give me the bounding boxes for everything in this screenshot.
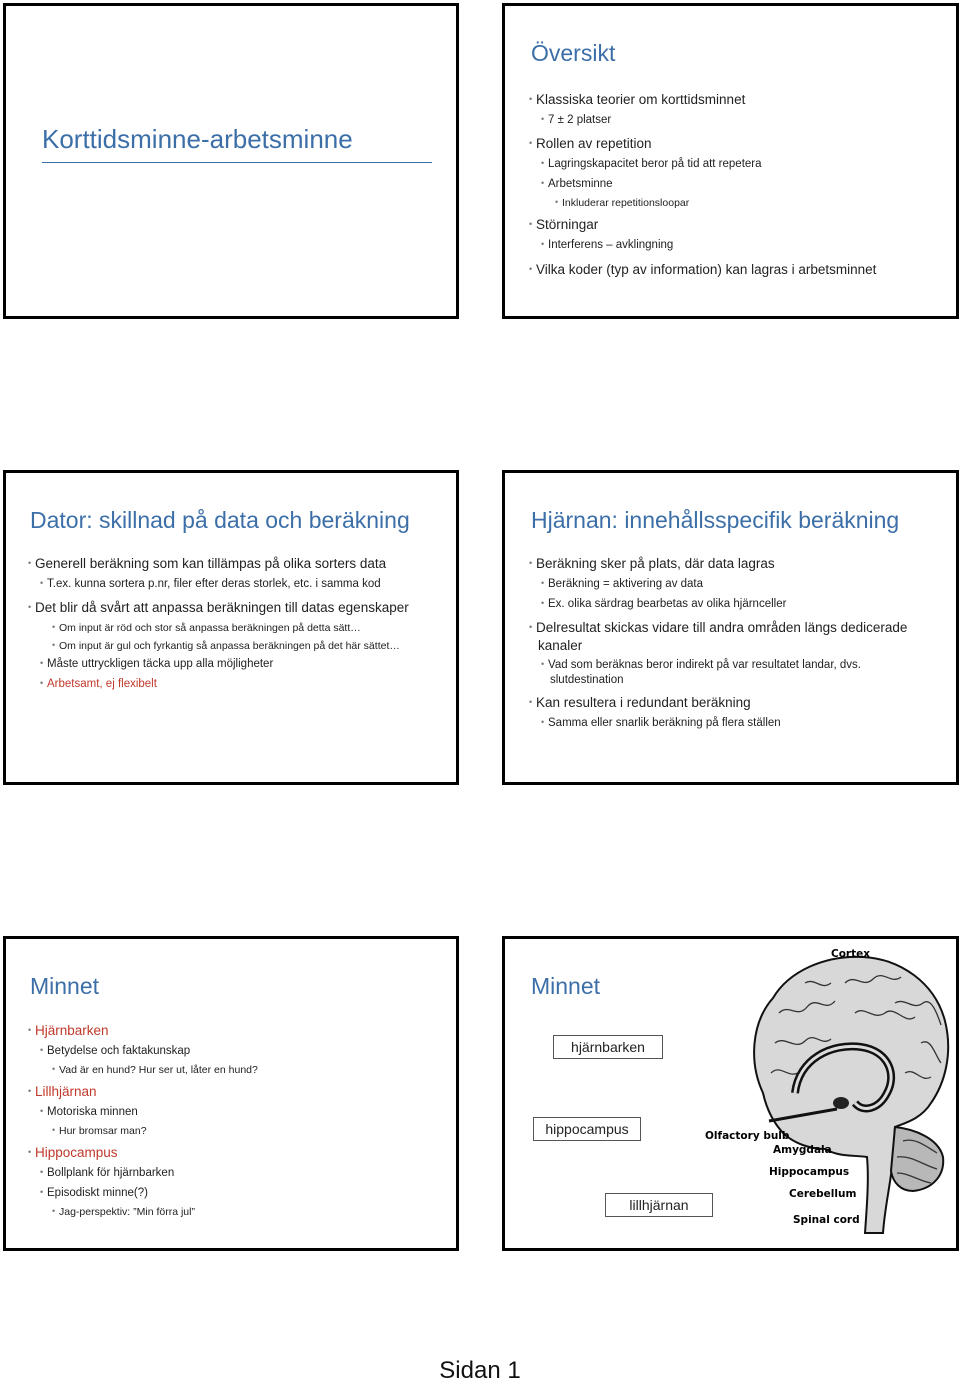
bullet-dot-icon: • — [541, 177, 545, 188]
slide-title: Minnet — [30, 973, 100, 999]
bullet: • Jag-perspektiv: ”Min förra jul” — [52, 1206, 195, 1218]
bullet-dot-icon: • — [529, 264, 533, 275]
bullet-dot-icon: • — [40, 1186, 44, 1197]
bullet: • Vad som beräknas beror indirekt på var resultatet landar, dvs. — [541, 658, 862, 671]
bullet: • Lillhjärnan — [28, 1084, 97, 1099]
bullet: • Rollen av repetition — [529, 136, 652, 151]
caption-spinal-cord: Spinal cord — [793, 1214, 860, 1226]
slide-title: Minnet — [531, 973, 601, 999]
bullet-dot-icon: • — [52, 1206, 56, 1217]
bullet-dot-icon: • — [529, 697, 533, 708]
caption-cerebellum: Cerebellum — [789, 1188, 857, 1200]
bullet: • Kan resultera i redundant beräkning — [529, 695, 751, 710]
bullet-dot-icon: • — [529, 558, 533, 569]
bullet: • Störningar — [529, 217, 599, 232]
slide-3 — [3, 470, 459, 785]
bullet-dot-icon: • — [52, 1064, 56, 1075]
bullet-dot-icon: • — [52, 1125, 56, 1136]
bullet: • Klassiska teorier om korttidsminnet — [529, 92, 746, 107]
bullet-dot-icon: • — [40, 1105, 44, 1116]
bullet: • T.ex. kunna sortera p.nr, filer efter deras storlek, etc. i samma kod — [40, 577, 381, 590]
bullet-dot-icon: • — [529, 94, 533, 105]
label-hippocampus: hippocampus — [533, 1117, 641, 1141]
bullet: • Interferens – avklingning — [541, 238, 674, 251]
bullet: • Betydelse och faktakunskap — [40, 1044, 191, 1057]
cerebellum-shape — [891, 1127, 943, 1191]
bullet-dot-icon: • — [529, 219, 533, 230]
slide-6 — [502, 936, 959, 1251]
bullet-dot-icon: • — [40, 677, 44, 688]
bullet-dot-icon: • — [52, 622, 56, 633]
bullet: • Generell beräkning som kan tillämpas på olika sorters data — [28, 556, 387, 571]
slide-title: Dator: skillnad på data och beräkning — [30, 507, 410, 533]
caption-hippocampus: Hippocampus — [769, 1166, 850, 1178]
bullet: • Beräkning sker på plats, där data lagras — [529, 556, 775, 571]
bullet-dot-icon: • — [541, 238, 545, 249]
bullet: • Om input är röd och stor så anpassa beräkningen på detta sätt… — [52, 622, 361, 634]
bullet-dot-icon: • — [541, 716, 545, 727]
bullet-dot-icon: • — [541, 658, 545, 669]
bullet-dot-icon: • — [541, 577, 545, 588]
slide-title: Korttidsminne-arbetsminne — [42, 124, 353, 154]
slide-5 — [3, 936, 459, 1251]
caption-olfactory-bulb: Olfactory bulb — [705, 1130, 790, 1142]
title-underline — [42, 162, 432, 163]
slide-title: Hjärnan: innehållsspecifik beräkning — [531, 507, 900, 533]
bullet-dot-icon: • — [52, 640, 56, 651]
bullet: • Bollplank för hjärnbarken — [40, 1166, 175, 1179]
label-lillhjarnan: lillhjärnan — [605, 1193, 713, 1217]
bullet: • 7 ± 2 platser — [541, 113, 612, 126]
bullet: • Hur bromsar man? — [52, 1125, 147, 1137]
bullet-continuation: kanaler — [538, 638, 583, 653]
bullet: • Hjärnbarken — [28, 1023, 109, 1038]
bullet: • Arbetsminne — [541, 177, 613, 190]
bullet-dot-icon: • — [555, 197, 559, 208]
bullet: • Episodiskt minne(?) — [40, 1186, 148, 1199]
slide-2 — [502, 3, 959, 319]
bullet-dot-icon: • — [541, 113, 545, 124]
bullet: • Lagringskapacitet beror på tid att repetera — [541, 157, 762, 170]
bullet-dot-icon: • — [541, 157, 545, 168]
bullet: • Om input är gul och fyrkantig så anpassa beräkningen på det här sättet… — [52, 640, 400, 652]
bullet-dot-icon: • — [40, 1044, 44, 1055]
amygdala-shape — [833, 1097, 849, 1109]
bullet-dot-icon: • — [28, 602, 32, 613]
bullet: • Motoriska minnen — [40, 1105, 138, 1118]
bullet: • Vad är en hund? Hur ser ut, låter en hund? — [52, 1064, 258, 1076]
bullet-dot-icon: • — [28, 1025, 32, 1036]
brain-illustration — [705, 943, 955, 1243]
bullet-continuation: slutdestination — [550, 674, 624, 686]
bullet: • Beräkning = aktivering av data — [541, 577, 704, 590]
caption-amygdala: Amygdala — [773, 1144, 832, 1156]
bullet: • Hippocampus — [28, 1145, 118, 1160]
bullet-dot-icon: • — [40, 1166, 44, 1177]
bullet-dot-icon: • — [28, 1086, 32, 1097]
bullet-dot-icon: • — [529, 138, 533, 149]
bullet-dot-icon: • — [40, 657, 44, 668]
bullet-dot-icon: • — [28, 558, 32, 569]
slide-1 — [3, 3, 459, 319]
bullet-dot-icon: • — [40, 577, 44, 588]
slide-4 — [502, 470, 959, 785]
bullet-dot-icon: • — [28, 1147, 32, 1158]
bullet-dot-icon: • — [541, 597, 545, 608]
bullet: • Delresultat skickas vidare till andra områden längs dedicerade — [529, 620, 908, 635]
label-hjarnbarken: hjärnbarken — [553, 1035, 663, 1059]
bullet: • Arbetsamt, ej flexibelt — [40, 677, 157, 690]
bullet: • Inkluderar repetitionsloopar — [555, 197, 690, 209]
bullet-dot-icon: • — [529, 622, 533, 633]
bullet: • Måste uttryckligen täcka upp alla möjligheter — [40, 657, 274, 670]
bullet: • Ex. olika särdrag bearbetas av olika hjärnceller — [541, 597, 787, 610]
caption-cortex: Cortex — [831, 948, 871, 960]
bullet: • Samma eller snarlik beräkning på flera ställen — [541, 716, 781, 729]
slide-title: Översikt — [531, 40, 616, 66]
bullet: • Vilka koder (typ av information) kan lagras i arbetsminnet — [529, 262, 877, 277]
page-number: Sidan 1 — [439, 1357, 521, 1384]
bullet: • Det blir då svårt att anpassa beräkningen till datas egenskaper — [28, 600, 409, 615]
